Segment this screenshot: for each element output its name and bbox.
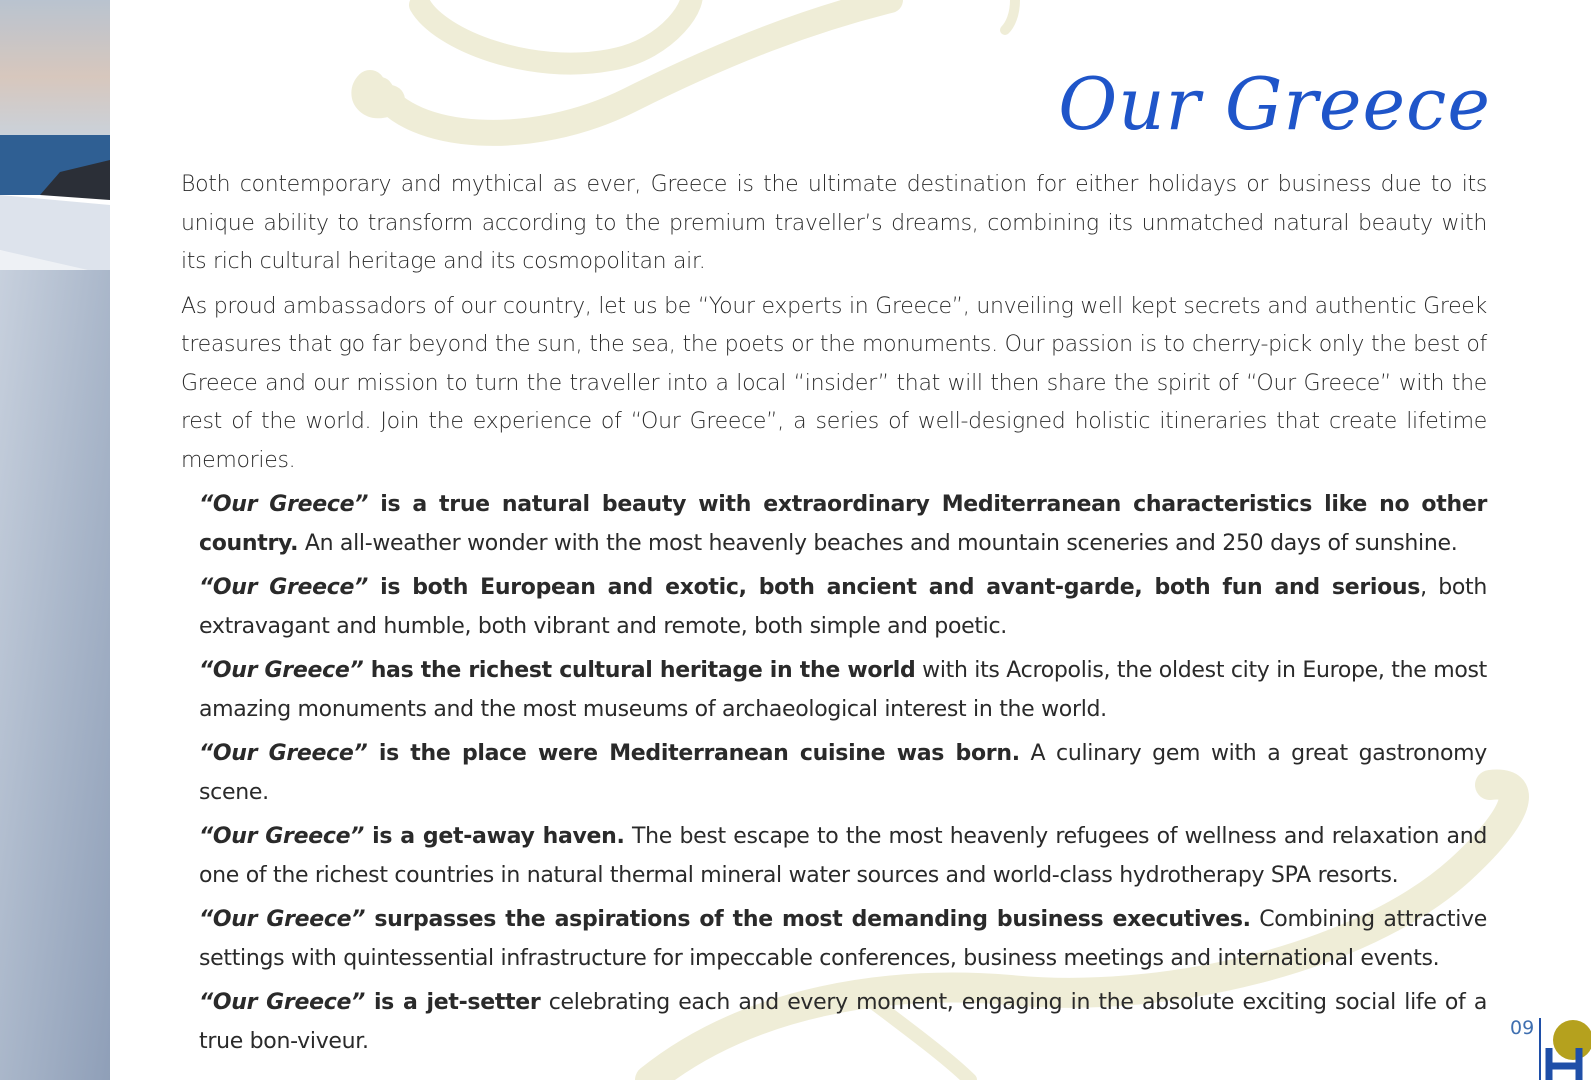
feature-jet-setter [199, 984, 1487, 1061]
feature-getaway-haven [199, 818, 1487, 895]
feature-text: Combining attractive settings with quintessential infrastructure for impeccable conferences, business meetings and international events. [199, 907, 1487, 971]
feature-bold: has the richest cultural heritage in the world [363, 658, 916, 683]
brand-logo-icon [1539, 1018, 1591, 1080]
feature-quote: “Our Greece” [199, 907, 366, 932]
feature-quote: “Our Greece” [199, 824, 365, 849]
page-title: Our Greece [1058, 62, 1491, 146]
feature-bold: is a true natural beauty with extraordinary Mediterranean characteristics like no other country. [199, 492, 1487, 556]
feature-bold: is a get-away haven. [364, 824, 625, 849]
santorini-photo-strip [0, 0, 110, 1080]
feature-text: celebrating each and every moment, engaging in the absolute exciting social life of a true bon-viveur. [199, 990, 1487, 1054]
feature-quote: “Our Greece” [199, 492, 369, 517]
feature-text: A culinary gem with a great gastronomy scene. [199, 741, 1487, 805]
feature-cultural-heritage [199, 652, 1487, 729]
feature-business [199, 901, 1487, 978]
feature-bold: is the place were Mediterranean cuisine was born. [367, 741, 1020, 766]
feature-list [199, 486, 1487, 1061]
feature-text: with its Acropolis, the oldest city in Europe, the most amazing monuments and the most museums of archaeological interest in the world. [199, 658, 1487, 722]
feature-quote: “Our Greece” [199, 658, 364, 683]
feature-quote: “Our Greece” [199, 575, 369, 600]
feature-bold: is both European and exotic, both ancient and avant-garde, both fun and serious [368, 575, 1421, 600]
page-number: 09 [1510, 1017, 1535, 1039]
feature-natural-beauty [199, 486, 1487, 563]
feature-text: , both extravagant and humble, both vibrant and remote, both simple and poetic. [199, 575, 1487, 639]
feature-cuisine [199, 735, 1487, 812]
feature-bold: is a jet-setter [364, 990, 541, 1015]
feature-text: An all-weather wonder with the most heavenly beaches and mountain sceneries and 250 days of sunshine. [298, 530, 1458, 556]
body-content [181, 166, 1487, 1067]
feature-european-exotic [199, 569, 1487, 646]
intro-paragraph-2: As proud ambassadors of our country, let us be “Your experts in Greece”, unveiling well kept secrets and authentic Greek treasures that go far beyond the sun, the sea, the poets or the monuments. Our passion is to cherry-pick only the best of Greece and our mission to turn the traveller into a local “insider” that will then share the spirit of “Our Greece” with the rest of the world. Join the experience of “Our Greece”, a series of well-designed holistic itineraries that create lifetime memories. [181, 293, 1487, 473]
feature-quote: “Our Greece” [199, 741, 368, 766]
feature-bold: surpasses the aspirations of the most demanding business executives. [365, 907, 1251, 932]
intro-paragraph-1: Both contemporary and mythical as ever, Greece is the ultimate destination for either holidays or business due to its unique ability to transform according to the premium traveller’s dreams, combining its unmatched natural beauty with its rich cultural heritage and its cosmopolitan air. [181, 172, 1487, 274]
feature-text: The best escape to the most heavenly refugees of wellness and relaxation and one of the richest countries in natural thermal mineral water sources and world-class hydrotherapy SPA resorts. [199, 824, 1488, 888]
feature-quote: “Our Greece” [199, 990, 365, 1015]
